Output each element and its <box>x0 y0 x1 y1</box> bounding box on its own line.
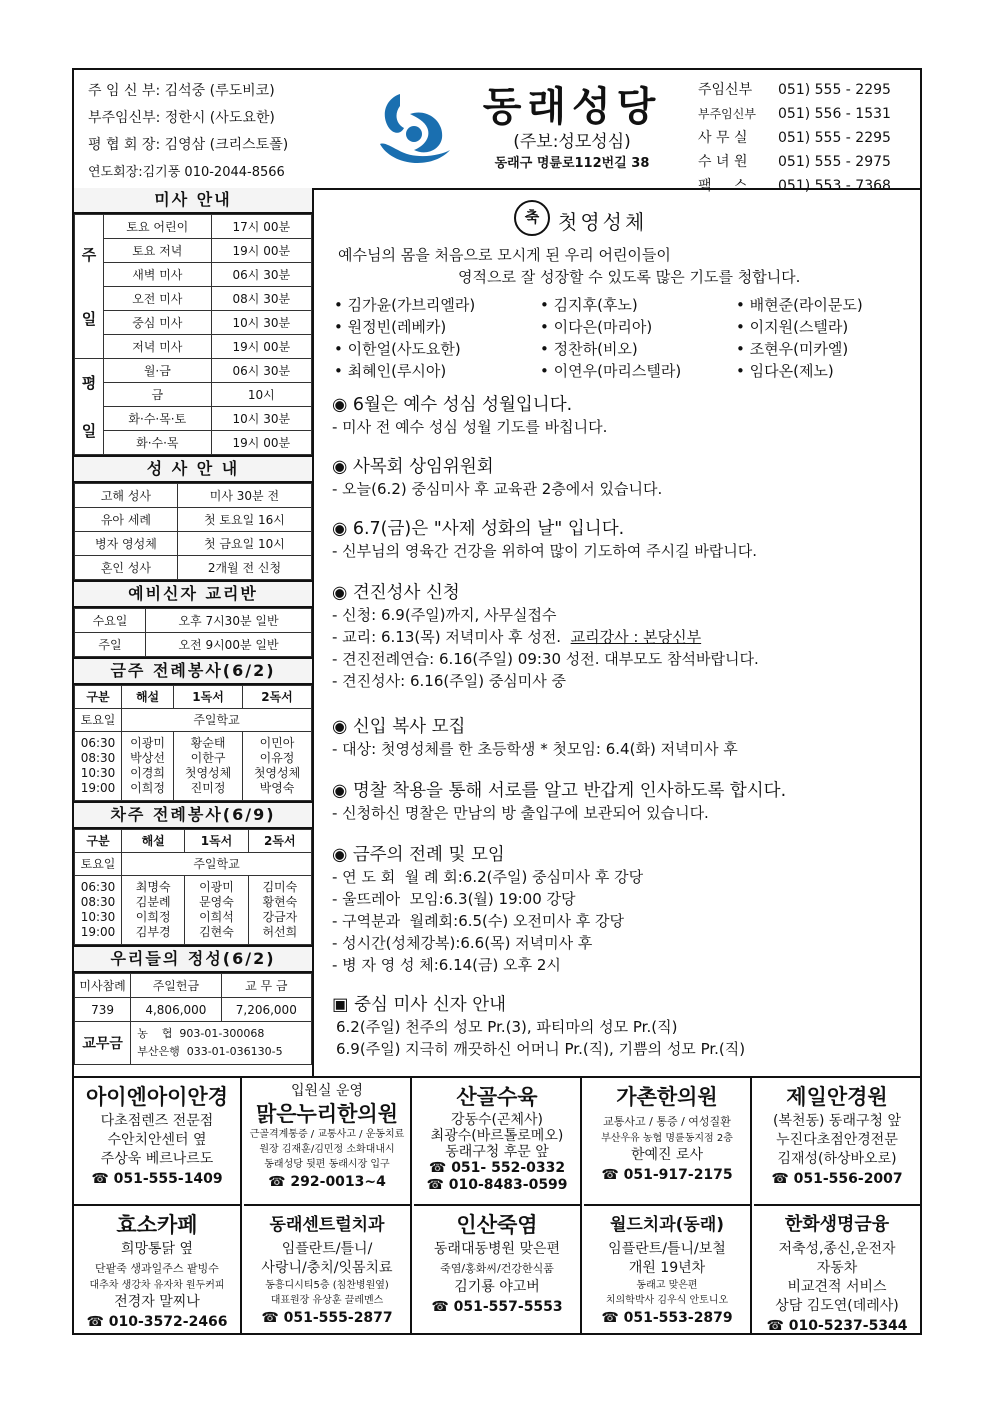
ad-line: 상담 김도연(데레사) <box>775 1298 899 1314</box>
ad-phone: ☎ 051-555-1409 <box>91 1171 223 1187</box>
notice-line <box>332 626 759 648</box>
child-name: • 정찬하(비오) <box>540 340 638 358</box>
mass-title: 미사 안내 <box>74 188 312 214</box>
ad-line: 개원 19년차 <box>628 1260 706 1276</box>
parish-logo-icon <box>370 84 462 174</box>
clergy-list <box>88 78 288 186</box>
mass-table <box>74 214 312 455</box>
notice-line: - 신부님의 영육간 건강을 위하여 많이 기도하여 주시길 바랍니다. <box>332 542 758 560</box>
sacrament-name: 고해 성사 <box>75 484 178 508</box>
contact-row <box>698 78 891 102</box>
mass-time: 19시 00분 <box>211 335 311 359</box>
sunday-offering: 4,806,000 <box>131 998 221 1022</box>
notice-line-part: - 교리: 6.13(목) 저녁미사 후 성전. <box>332 628 571 646</box>
ad-central-dental <box>244 1206 412 1335</box>
ad-line: 대추차 생강차 유자차 원두커피 <box>89 1280 225 1291</box>
mass-name: 중심 미사 <box>104 311 212 335</box>
mass-name: 오전 미사 <box>104 287 212 311</box>
sunday-label: 주 일 <box>75 215 104 359</box>
mass-time: 10시 30분 <box>211 407 311 431</box>
notice-line: - 성시간(성체강복):6.6(목) 저녁미사 후 <box>332 934 593 952</box>
ad-line: 원장 김재훈/김민정 소화대내시 <box>259 1144 395 1155</box>
ad-name: 월드치과(동래) <box>609 1215 725 1235</box>
sacrament-name: 병자 영성체 <box>75 532 178 556</box>
council-president-line: 평 협 회 장: 김영삼 (크리스토폴) <box>88 137 289 153</box>
ad-line: 다초점렌즈 전문점 <box>100 1113 214 1129</box>
ad-line: 교통사고 / 통증 / 여성질환 <box>603 1115 731 1128</box>
ad-line: 근골격계통증 / 교통사고 / 운동치료 <box>249 1129 405 1140</box>
commentator-list: 최명숙 김분례 이희정 김부경 <box>122 876 185 945</box>
child-name: • 김지후(후노) <box>540 296 638 314</box>
catechumen-title: 예비신자 교리반 <box>74 580 312 608</box>
ad-line: 자동차 <box>816 1260 858 1276</box>
catechumen-table <box>74 608 312 657</box>
contact-label: 부주임신부 <box>698 107 756 121</box>
sacrament-table <box>74 483 312 580</box>
notice-line: 6.9(주일) 지극히 깨끗하신 어머니 Pr.(직), 기쁨의 성모 Pr.(직) <box>336 1040 746 1058</box>
notice-committee <box>332 456 662 500</box>
col-header: 1독서 <box>174 686 243 709</box>
mass-name: 새벽 미사 <box>104 263 212 287</box>
notice-title: ◉ 6.7(금)은 "사제 성화의 날" 입니다. <box>332 519 625 539</box>
service-next-title: 차주 전례봉사(6/9) <box>74 801 312 829</box>
ad-phone: ☎ 010-5237-5344 <box>766 1318 908 1334</box>
ad-line: 동흥디시티5층 (침찬병원옆) <box>265 1280 389 1291</box>
notice-line: - 미사 전 예수 성심 성월 기도를 바칩니다. <box>332 418 608 436</box>
contact-phone: 051) 553 - 7368 <box>778 178 891 194</box>
ad-phone: ☎ 051-917-2175 <box>601 1167 733 1183</box>
sacrament-time: 첫 토요일 16시 <box>177 508 311 532</box>
contact-row <box>698 102 891 126</box>
contact-phone: 051) 555 - 2295 <box>778 130 891 146</box>
mass-time: 10시 30분 <box>211 311 311 335</box>
ad-optical <box>74 1078 242 1206</box>
ad-name: 가촌한의원 <box>616 1085 718 1109</box>
ads-section <box>74 1076 920 1335</box>
reader2-list: 김미숙 황현숙 강금자 허선희 <box>248 876 311 945</box>
class-time: 오전 9시00분 일반 <box>146 633 312 657</box>
ad-line: 저축성,종신,운전자 <box>778 1241 896 1257</box>
notice-line: - 대상: 첫영성체를 한 초등학생 * 첫모임: 6.4(화) 저녁미사 후 <box>332 740 738 758</box>
notice-pr-guide <box>332 994 745 1060</box>
saturday-value: 주일학교 <box>122 709 312 732</box>
notice-priest-day <box>332 518 757 562</box>
reader2-list: 이민아 이유정 첫영성체 박영숙 <box>243 732 312 801</box>
col-header: 해설 <box>122 686 174 709</box>
child-name: • 조현우(미카엘) <box>736 340 849 358</box>
ad-line: 동래성당 뒷편 동래시장 입구 <box>264 1159 390 1170</box>
ad-phone: ☎ 010-8483-0599 <box>426 1177 568 1193</box>
ad-line: 전경자 말찌나 <box>114 1294 200 1310</box>
sacrament-name: 혼인 성사 <box>75 556 178 580</box>
sacrament-time: 첫 금요일 10시 <box>177 532 311 556</box>
ad-name: 아이엔아이안경 <box>85 1085 228 1109</box>
class-day: 수요일 <box>75 609 146 633</box>
notice-line: - 신청: 6.9(주일)까지, 사무실접수 <box>332 606 557 624</box>
service-times: 06:30 08:30 10:30 19:00 <box>75 876 122 945</box>
notice-title: ◉ 금주의 전례 및 모임 <box>332 845 505 865</box>
ad-name: 인산죽염 <box>456 1213 538 1237</box>
ad-line: (복천동) 동래구청 앞 <box>772 1113 902 1129</box>
mass-time: 06시 30분 <box>211 263 311 287</box>
child-name: • 이한얼(사도요한) <box>334 340 461 358</box>
ad-line: 치의학박사 김우식 안토니오 <box>605 1295 729 1306</box>
title-block <box>472 84 672 174</box>
ad-phone: ☎ 010-3572-2466 <box>86 1314 228 1330</box>
ad-phone: ☎ 051-555-2877 <box>261 1310 393 1326</box>
saturday-label: 토요일 <box>75 709 122 732</box>
mass-name: 금 <box>104 383 212 407</box>
attendance-count: 739 <box>75 998 131 1022</box>
ad-enzyme-cafe <box>74 1206 242 1335</box>
child-name: • 이다은(마리아) <box>540 318 653 336</box>
notice-line: - 구역분과 월례회:6.5(수) 오전미사 후 강당 <box>332 912 624 930</box>
notice-name-tag <box>332 780 786 824</box>
ad-line: 최광수(바르톨로메오) <box>430 1128 564 1144</box>
mass-name: 저녁 미사 <box>104 335 212 359</box>
contact-row <box>698 150 891 174</box>
notice-title: ◉ 신입 복사 모집 <box>332 717 466 737</box>
ad-line: 한예진 로사 <box>630 1147 704 1163</box>
children-list <box>334 294 916 382</box>
ad-line: 동래고 맞은편 <box>636 1280 698 1291</box>
notice-confirmation <box>332 582 759 692</box>
parish-address: 동래구 명륜로112번길 38 <box>494 156 650 171</box>
notice-line: 6.2(주일) 천주의 성모 Pr.(3), 파티마의 성모 Pr.(직) <box>336 1018 678 1036</box>
ad-line: 희망통닭 옆 <box>120 1241 194 1257</box>
notice-title: ◉ 6월은 예수 성심 성월입니다. <box>332 395 573 415</box>
col-header: 구분 <box>75 686 122 709</box>
patron-label: (주보:성모성심) <box>513 132 631 152</box>
saturday-label: 토요일 <box>75 853 122 876</box>
sacrament-time: 미사 30분 전 <box>177 484 311 508</box>
instructor-note: 교리강사 : 본당신부 <box>570 628 702 646</box>
mass-name: 토요 어린이 <box>104 215 212 239</box>
bank-account-nh: 농 협 903-01-300068 <box>137 1027 265 1040</box>
ad-hanwha-life <box>754 1206 920 1335</box>
mass-name: 화·수·목·토 <box>104 407 212 431</box>
notice-line: - 울뜨레아 모임:6.3(월) 19:00 강당 <box>332 890 576 908</box>
sacrament-name: 유아 세례 <box>75 508 178 532</box>
ad-insan-bamboo-salt <box>414 1206 582 1335</box>
intro-line-2: 영적으로 잘 성장할 수 있도록 많은 기도를 청합니다. <box>458 268 801 286</box>
mass-time: 19시 00분 <box>211 431 311 455</box>
notice-line: - 견진전례연습: 6.16(주일) 09:30 성전. 대부모도 참석바랍니다. <box>332 650 759 668</box>
association-head-line: 연도회장:김기풍 010-2044-8566 <box>88 165 285 180</box>
ad-line: 강동수(곤체사) <box>450 1112 544 1128</box>
weekday-label: 평 일 <box>75 359 104 455</box>
col-header: 2독서 <box>243 686 312 709</box>
col-header: 2독서 <box>248 830 311 853</box>
service-next-table <box>74 829 312 945</box>
ad-line: 임플란트/틀니/보철 <box>608 1241 726 1257</box>
bulletin-frame <box>72 68 922 1335</box>
ad-name: 제일안경원 <box>786 1085 888 1109</box>
offering-table <box>74 973 312 1065</box>
ad-line: 김기룡 야고버 <box>454 1279 540 1295</box>
contact-label: 주임신부 <box>698 82 753 98</box>
ad-line: 단팥죽 생과일주스 팥빙수 <box>95 1262 219 1275</box>
ad-phone: ☎ 051-553-2879 <box>601 1310 733 1326</box>
ad-name: 한화생명금융 <box>784 1214 890 1235</box>
child-name: • 임다온(제노) <box>736 362 834 380</box>
left-column <box>74 188 314 1076</box>
dues-label: 교무금 <box>75 1022 131 1065</box>
notice-line: - 병 자 영 성 체:6.14(금) 오후 2시 <box>332 956 561 974</box>
contact-label: 팩 스 <box>698 178 748 194</box>
celebration-badge-icon: 축 <box>514 200 550 236</box>
mass-time: 10시 <box>211 383 311 407</box>
ad-line: 부산우유 농협 명륜동지점 2층 <box>601 1133 733 1144</box>
child-name: • 이지원(스텔라) <box>736 318 849 336</box>
child-name: • 최혜인(루시아) <box>334 362 447 380</box>
header <box>74 70 920 194</box>
ad-line: 동래대동병원 맞은편 <box>433 1241 561 1257</box>
notice-line: - 연 도 회 월 례 회:6.2(주일) 중심미사 후 강당 <box>332 868 644 886</box>
parish-title: 동래성당 <box>482 84 662 130</box>
ad-line: 비교견적 서비스 <box>787 1279 887 1295</box>
child-name: • 김가윤(가브리엘라) <box>334 296 476 314</box>
contact-phone: 051) 555 - 2295 <box>778 82 891 98</box>
intro-line-1: 예수님의 몸을 처음으로 모시게 된 우리 어린이들이 <box>338 246 671 264</box>
ad-line: 김재성(하상바오로) <box>777 1151 897 1167</box>
mass-name: 월·금 <box>104 359 212 383</box>
ad-name: 동래센트럴치과 <box>269 1215 385 1235</box>
col-header: 교 무 금 <box>221 974 311 998</box>
notice-title: ◉ 견진성사 신청 <box>332 583 460 603</box>
child-name: • 원정빈(레베카) <box>334 318 447 336</box>
col-header: 구분 <box>75 830 122 853</box>
ad-name: 효소카페 <box>116 1213 198 1237</box>
class-time: 오후 7시30분 일반 <box>146 609 312 633</box>
sacrament-time: 2개월 전 신청 <box>177 556 311 580</box>
contacts <box>698 78 891 198</box>
col-header: 주일헌금 <box>131 974 221 998</box>
col-header: 1독서 <box>185 830 248 853</box>
mass-time: 08시 30분 <box>211 287 311 311</box>
ad-phone: ☎ 292-0013~4 <box>268 1174 386 1190</box>
assistant-pastor-line: 부주임신부: 정한시 (사도요한) <box>88 110 275 126</box>
notice-title: ▣ 중심 미사 신자 안내 <box>332 995 507 1015</box>
service-times: 06:30 08:30 10:30 19:00 <box>75 732 122 801</box>
child-name: • 이연우(마리스텔라) <box>540 362 682 380</box>
ad-suyuk <box>414 1078 582 1206</box>
notice-altar-server <box>332 716 738 760</box>
ad-line: 임플란트/틀니/ <box>281 1241 373 1257</box>
child-name: • 배현준(라이문도) <box>736 296 863 314</box>
sacrament-title: 성 사 안 내 <box>74 455 312 483</box>
ad-line: 동래구청 후문 앞 <box>445 1144 549 1160</box>
ad-phone: ☎ 051- 552-0332 <box>428 1160 566 1176</box>
ad-line: 수안치안센터 옆 <box>107 1132 207 1148</box>
contact-row <box>698 126 891 150</box>
notice-line: - 오늘(6.2) 중심미사 후 교육관 2층에서 있습니다. <box>332 480 663 498</box>
contact-phone: 051) 555 - 2975 <box>778 154 891 170</box>
service-this-table <box>74 685 312 801</box>
notice-title: ◉ 사목회 상임위원회 <box>332 457 494 477</box>
commentator-list: 이광미 박상선 이경희 이희정 <box>122 732 174 801</box>
first-communion-title: 첫영성체 <box>558 210 648 234</box>
ad-line: 사랑니/충치/잇몸치료 <box>261 1260 393 1276</box>
bank-account-busan: 부산은행 033-01-036130-5 <box>137 1045 283 1058</box>
notice-line: - 견진성사: 6.16(주일) 중심미사 중 <box>332 672 567 690</box>
pastor-line: 주 임 신 부: 김석중 (루도비코) <box>88 83 275 99</box>
notice-weekly-meetings <box>332 844 643 976</box>
ad-line: 대표원장 유상훈 끌레멘스 <box>270 1295 384 1306</box>
ad-name: 산골수육 <box>456 1085 538 1109</box>
class-day: 주일 <box>75 633 146 657</box>
ad-name: 맑은누리한의원 <box>255 1102 398 1126</box>
ad-phone: ☎ 051-556-2007 <box>771 1171 903 1187</box>
mass-time: 06시 30분 <box>211 359 311 383</box>
dues-amount: 7,206,000 <box>221 998 311 1022</box>
contact-phone: 051) 556 - 1531 <box>778 106 891 122</box>
reader1-list: 황순태 이한구 첫영성체 진미정 <box>174 732 243 801</box>
mass-name: 화·수·목 <box>104 431 212 455</box>
contact-label: 수 녀 원 <box>698 154 748 170</box>
col-header: 해설 <box>122 830 185 853</box>
mass-name: 토요 저녁 <box>104 239 212 263</box>
ad-line: 누진다초점안경전문 <box>776 1132 898 1148</box>
service-this-title: 금주 전례봉사(6/2) <box>74 657 312 685</box>
notice-sacred-heart <box>332 394 607 438</box>
contact-label: 사 무 실 <box>698 130 748 146</box>
notice-line: - 신청하신 명찰은 만남의 방 출입구에 보관되어 있습니다. <box>332 804 709 822</box>
notice-title: ◉ 명찰 착용을 통해 서로를 알고 반갑게 인사하도록 합시다. <box>332 781 787 801</box>
saturday-value: 주일학교 <box>122 853 312 876</box>
mass-time: 19시 00분 <box>211 239 311 263</box>
mass-time: 17시 00분 <box>211 215 311 239</box>
ad-oriental-clinic <box>244 1078 412 1206</box>
reader1-list: 이광미 문영숙 이희석 김현숙 <box>185 876 248 945</box>
ad-phone: ☎ 051-557-5553 <box>431 1299 563 1315</box>
ad-jeil-optical <box>754 1078 920 1206</box>
offering-title: 우리들의 정성(6/2) <box>74 945 312 973</box>
ad-world-dental <box>584 1206 752 1335</box>
col-header: 미사참례 <box>75 974 131 998</box>
ad-gachon-clinic <box>584 1078 752 1206</box>
ad-line: 입원실 운영 <box>290 1083 364 1099</box>
main-content <box>314 188 920 1076</box>
ad-line: 죽염/홍화씨/건강한식품 <box>440 1262 554 1275</box>
ad-line: 주상욱 베르나르도 <box>100 1151 214 1167</box>
